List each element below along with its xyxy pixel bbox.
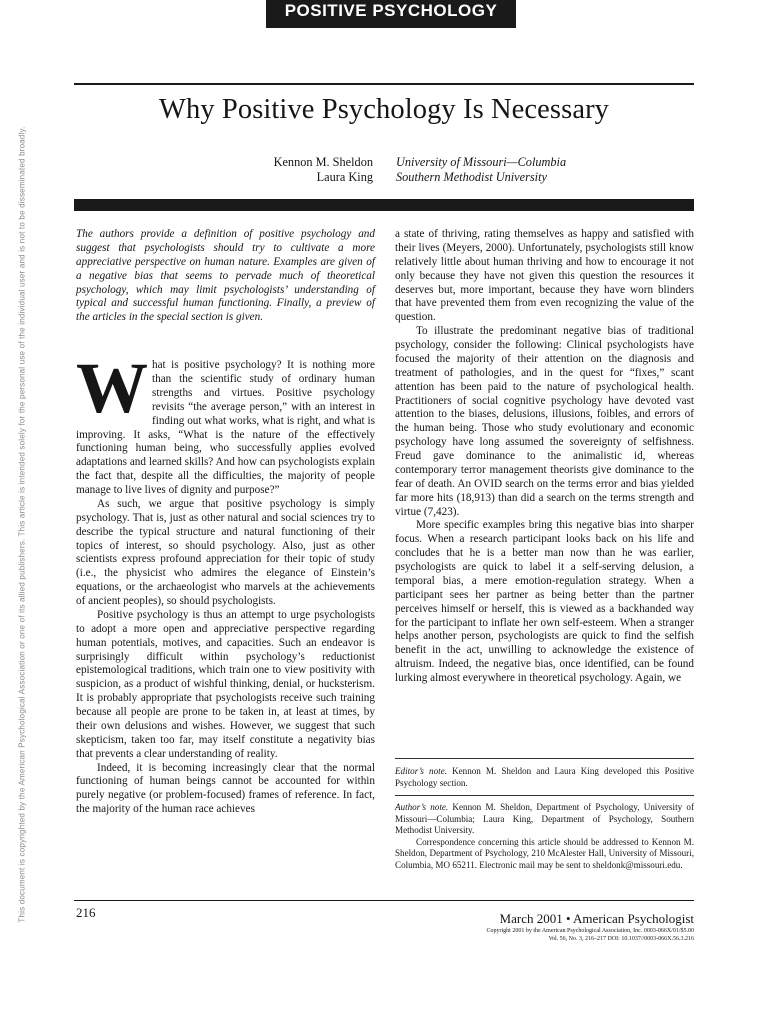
correspondence-note: Correspondence concerning this article should be addressed to Kennon M. Sheldon, Department of Psychology, 210 McAlester Hall, University of Missouri, Columbia, MO 65211. Electronic mail may be sent to sheldonk@missouri.edu. <box>395 836 694 870</box>
body-paragraph: To illustrate the predominant negative bias of traditional psychology, consider the following: Clinical psychologists have focused the majority of their attention on the diagnosis and treatment of pathologies, and in the quest for “fixes,” scant attention has been paid to the nature of psychological health. Practitioners of social cognitive psychology have devoted vast attention to the biases, delusions, illusions, foibles, and errors of the human being. Those who study evolutionary and economic psychology have long assumed the sovereignty of selfishness. Freud gave dominance to the animalistic id, whereas contemporary terror management theorists give dominance to the fear of death. An OVID search on the terms error and bias yielded far more hits (18,913) than did a search on the terms strength and virtue (7,423). <box>395 325 694 518</box>
copyright-line: Copyright 2001 by the American Psychological Association, Inc. 0003-066X/01/$5.00 <box>486 928 694 934</box>
editors-note-lead: Editor’s note. <box>395 766 447 776</box>
paragraph-text: hat is positive psychology? It is nothing more than the scientific study of ordinary human strengths and virtues. Positive psychology revisits “the average person,” with an interest in finding out what works, what is right, and what is improving. It asks, “What is the nature of the effectively functioning human being, who successfully applies evolved adaptations and learned skills? And how can psychologists explain the fact that, despite all the difficulties, the majority of people manage to live lives of dignity and purpose?” <box>76 359 375 496</box>
page-number: 216 <box>76 905 96 920</box>
article-title: Why Positive Psychology Is Necessary <box>158 94 610 125</box>
authors-note <box>395 802 694 872</box>
authors-note-text: Kennon M. Sheldon, Department of Psychology, University of Missouri—Columbia; Laura King, Department of Psychology, Southern Methodist University. <box>395 802 694 836</box>
body-paragraph <box>76 348 375 498</box>
left-column <box>76 228 375 817</box>
journal-issue: March 2001 • American Psychologist <box>499 911 694 926</box>
authors-note-lead: Author’s note. <box>395 802 449 812</box>
margin-copyright-note: This document is copyrighted by the American Psychological Association or one of its allied publishers. This article is intended solely for the personal use of the individual user and is not to be disseminated broadly. <box>17 126 27 923</box>
footer-rule <box>74 900 694 901</box>
body-paragraph: More specific examples bring this negative bias into sharper focus. When a research participant looks back on his life and concludes that he is a better man now than he was earlier, psychologists are quick to label it a self-serving delusion, a temporal bias, a mere emotion-regulation strategy. When a participant sees her partner as being better than the partner perceives himself or herself, this is viewed as a backhanded way for the participant to inflate her own self-esteem. When a stranger helps another person, psychologists are quick to find the selfish benefit in the act, unwilling to acknowledge the existence of altruism. Indeed, the negative bias, once identified, can be found lurking almost everywhere in theoretical psychology. Again, we <box>395 519 694 684</box>
copyright-notice <box>364 927 694 943</box>
body-paragraph: Positive psychology is thus an attempt to urge psychologists to adopt a more open and appreciative perspective regarding human potentials, motives, and capacities. Such an endeavor is surprisingly difficult within psychology’s reductionist epistemological traditions, which train one to view positivity with suspicion, as a product of wishful thinking, denial, or hucksterism. It is probably appropriate that psychologists receive such training because all people are prone to be taken in, at least at times, by their own delusions and wishes. However, we suggest that such skepticism, taken too far, may itself constitute a negativity bias that prevents a clear understanding of reality. <box>76 608 375 760</box>
body-paragraph: Indeed, it is becoming increasingly clear that the normal functioning of human beings cannot be accounted for within purely negative (or problem-focused) frames of reference. In fact, the majority of the human race achieves <box>76 761 375 816</box>
body-paragraph: a state of thriving, rating themselves as happy and satisfied with their lives (Meyers, 2000). Unfortunately, psychologists still know relatively little about human thriving and how to encourage it not only because they have not given this question the resources it deserves but, more important, because they have worn blinders that have prevented them from even recognizing the value of the question. <box>395 228 694 324</box>
doi-line: Vol. 56, No. 3, 216–217 DOI: 10.1037//0003-066X.56.3.216 <box>548 936 694 942</box>
editors-note <box>395 766 694 789</box>
drop-cap: W <box>76 348 148 429</box>
author-name: Laura King <box>316 170 373 184</box>
heading-rule <box>74 199 694 211</box>
footnote-rule <box>395 758 694 759</box>
author-affiliation: University of Missouri—Columbia <box>396 155 567 169</box>
author-name: Kennon M. Sheldon <box>273 155 373 169</box>
editors-note-text: Kennon M. Sheldon and Laura King developed this Positive Psychology section. <box>395 766 694 788</box>
body-paragraph: As such, we argue that positive psychology is simply psychology. That is, just as other natural and social sciences try to describe the typical structure and natural functioning of their topics of interest, so should psychology. Also, just as other scientists express profound appreciation for their topic of study (i.e., the physicist who admires the elegance of Einstein’s equations, or the archaeologist who marvels at the achievements of ancient peoples), so should psychologists. <box>76 497 375 607</box>
author-affiliation: Southern Methodist University <box>396 170 547 184</box>
abstract: The authors provide a definition of positive psychology and suggest that psychologists should try to cultivate a more appreciative perspective on human nature. Examples are given of a negative bias that seems to pervade much of theoretical psychology, which may limit psychologists’ understanding of typical and successful human functioning. Finally, a preview of the articles in the special section is given. <box>76 228 375 324</box>
author-names <box>160 155 373 185</box>
footnote-rule <box>395 795 694 796</box>
author-affiliations <box>396 155 566 185</box>
title-rule <box>74 83 694 85</box>
right-column <box>395 228 694 686</box>
section-label: POSITIVE PSYCHOLOGY <box>266 0 516 28</box>
